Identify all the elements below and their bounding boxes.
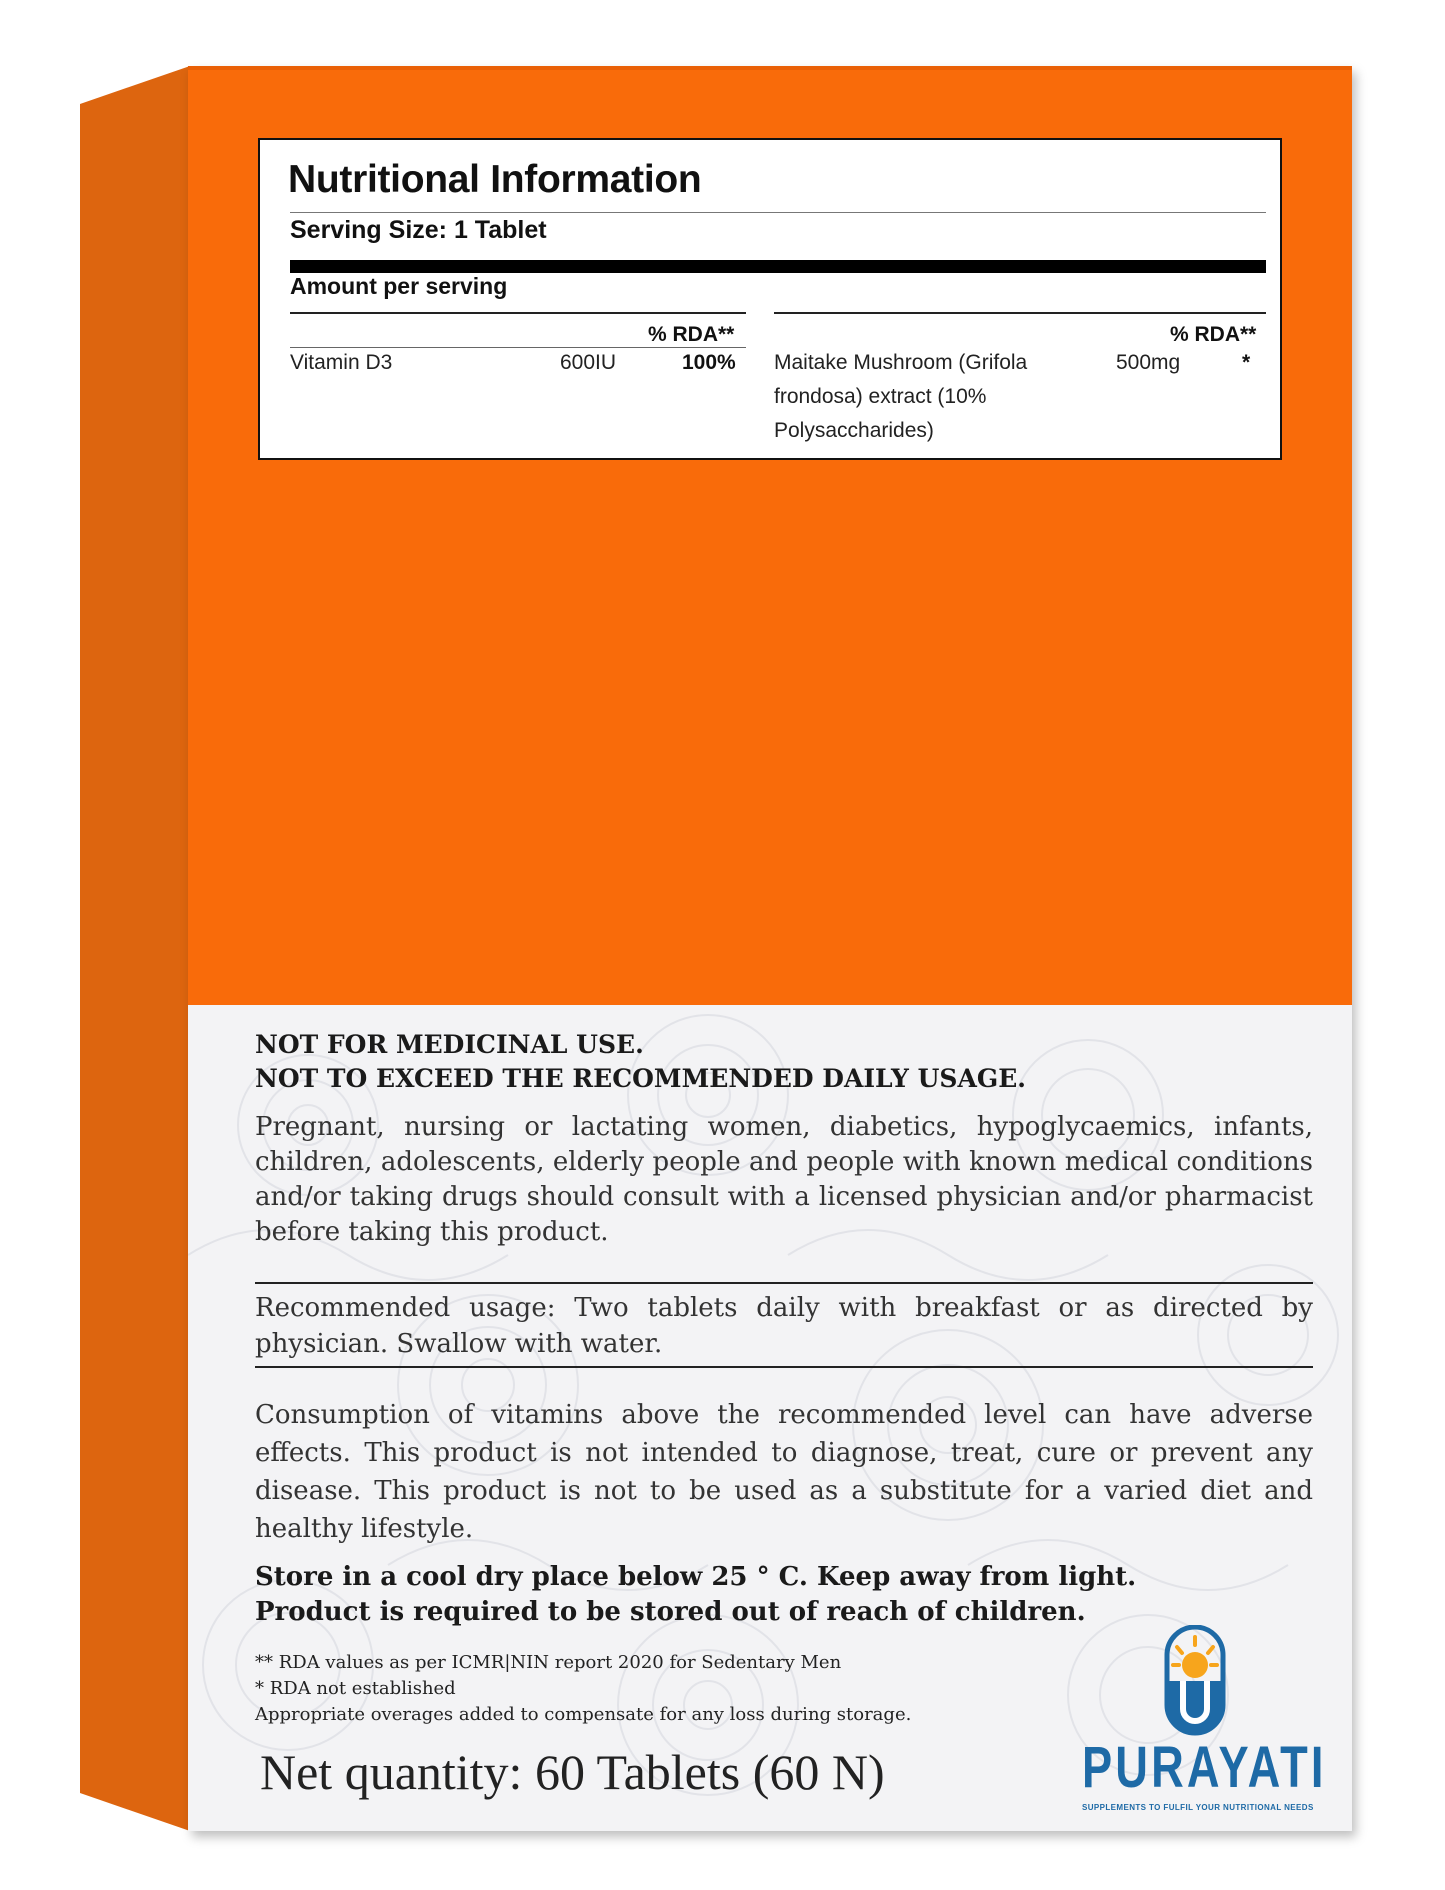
nutrient-name-maitake-line1: Maitake Mushroom (Grifola [774, 351, 1028, 374]
nutrient-name-maitake-line2: frondosa) extract (10% [774, 385, 987, 408]
nutrient-rda-maitake: * [1242, 351, 1251, 374]
left-col-divider [290, 312, 746, 314]
storage-instruction: Store in a cool dry place below 25 ° C. Keep away from light. [255, 1562, 1137, 1592]
child-safety-instruction: Product is required to be stored out of reach of children. [255, 1597, 1086, 1627]
nutrient-rda-vitamin-d3: 100% [682, 351, 736, 374]
nutrient-name-vitamin-d3: Vitamin D3 [290, 351, 393, 374]
warning-daily-usage: NOT TO EXCEED THE RECOMMENDED DAILY USAGE. [255, 1064, 1026, 1093]
thick-divider [290, 260, 1266, 273]
brand-tagline: SUPPLEMENTS TO FULFIL YOUR NUTRITIONAL NEEDS [1082, 1803, 1314, 1812]
footnote-rda-not-established: * RDA not established [255, 1678, 456, 1699]
capsule-sun-icon [1163, 1625, 1227, 1737]
nutrition-title: Nutritional Information [288, 158, 702, 201]
rda-header-left: % RDA** [648, 323, 735, 346]
right-col-divider [774, 312, 1266, 314]
nutrient-amount-vitamin-d3: 600IU [560, 351, 617, 374]
box-top-edge [188, 66, 1352, 70]
brand-name: PURAYATI [1082, 1735, 1327, 1800]
title-divider [290, 212, 1266, 213]
disclaimer: Consumption of vitamins above the recommended level can have adverse effects. This product is not intended to diagnose, treat, cure or prevent any disease. This product is not to be used as a substitute for a varied diet and healthy lifestyle. [255, 1400, 1313, 1544]
footnote-rda-source: ** RDA values as per ICMR|NIN report 2020 for Sedentary Men [255, 1652, 842, 1673]
divider-bottom [255, 1366, 1313, 1368]
box-side-face [80, 66, 190, 1831]
amount-per-serving: Amount per serving [290, 273, 508, 299]
net-quantity: Net quantity: 60 Tablets (60 N) [260, 1744, 885, 1800]
divider-top [255, 1282, 1313, 1284]
serving-size: Serving Size: 1 Tablet [290, 216, 547, 244]
rda-header-right: % RDA** [1170, 323, 1257, 346]
warning-not-medicinal: NOT FOR MEDICINAL USE. [255, 1030, 644, 1059]
nutrient-amount-maitake: 500mg [1116, 351, 1181, 374]
nutrition-panel [258, 138, 1282, 460]
footnote-overages: Appropriate overages added to compensate for any loss during storage. [255, 1704, 912, 1725]
nutrient-name-maitake-line3: Polysaccharides) [774, 419, 934, 442]
consult-warning: Pregnant, nursing or lactating women, diabetics, hypoglycaemics, infants, children, adolescents, elderly people and people with known medical conditions and/or taking drugs should consult with a licensed physician and/or pharmacist before taking this product. [255, 1112, 1313, 1247]
recommended-usage: Recommended usage: Two tablets daily with breakfast or as directed by physician. Swallow with water. [255, 1293, 1313, 1359]
